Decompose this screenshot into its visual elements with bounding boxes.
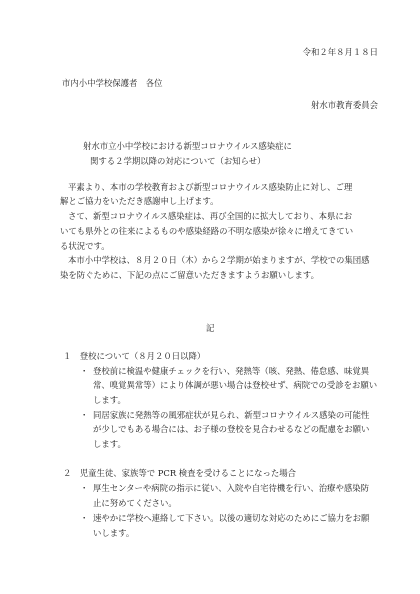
paragraph-2-line-1: さて、新型コロナウイルス感染症は、再び全国的に拡大しており、本県にお bbox=[68, 211, 353, 221]
section-2-item-2-line-1: 速やかに学校へ連絡して下さい。以後の適切な対応のためにご協力をお願 bbox=[93, 513, 370, 523]
paragraph-3-line-1: 本市小中学校は、８月２０日（木）から２学期が始まりますが、学校での集団感 bbox=[68, 255, 370, 265]
section-2-item-2-bullet: ・ bbox=[80, 513, 89, 523]
section-2-item-1-line-2: 止に努めてください。 bbox=[93, 498, 177, 508]
paragraph-1-line-1: 平素より、本市の学校教育および新型コロナウイルス感染防止に対し、ご理 bbox=[68, 182, 353, 192]
section-1-item-2-bullet: ・ bbox=[80, 410, 89, 420]
section-1-heading: １ 登校について（８月２０日以降） bbox=[63, 351, 206, 361]
title-line-1: 射水市立小中学校における新型コロナウイルス感染症に bbox=[83, 141, 292, 151]
paragraph-2-line-2: いても県外との往来によるものや感染経路の不明な感染が徐々に増えてきてい bbox=[60, 226, 354, 236]
paragraph-2-line-3: る状況です。 bbox=[60, 241, 110, 251]
recipient-line: 市内小中学校保護者 各位 bbox=[62, 78, 163, 88]
section-2-item-2-line-2: いします。 bbox=[93, 528, 135, 538]
paragraph-3-line-2: 染を防ぐために、下記の点にご留意いただきますようお願いします。 bbox=[60, 270, 319, 280]
paragraph-1-line-2: 解とご協力をいただき感謝申し上げます。 bbox=[60, 196, 219, 206]
section-1-item-1-line-3: します。 bbox=[93, 395, 126, 405]
section-2-item-1-line-1: 厚生センターや病院の指示に従い、入院や自宅待機を行い、治療や感染防 bbox=[93, 483, 370, 493]
section-1-item-1-line-2: 常、嗅覚異常等）により体調が悪い場合は登校せず、病院での受診をお願い bbox=[93, 380, 378, 390]
ki-heading: 記 bbox=[206, 323, 215, 333]
section-2-heading: ２ 児童生徒、家族等で PCR 検査を受けることになった場合 bbox=[63, 468, 297, 478]
title-line-2: 関する２学期以降の対応について（お知らせ） bbox=[90, 156, 266, 166]
section-2-item-1-bullet: ・ bbox=[80, 483, 89, 493]
sender-line: 射水市教育委員会 bbox=[311, 100, 378, 110]
section-1-item-1-line-1: 登校前に検温や健康チェックを行い、発熱等（咳、発熱、倦怠感、味覚異 bbox=[93, 366, 370, 376]
section-1-item-2-line-2: が少しでもある場合には、お子様の登校を見合わせるなどの配慮をお願い bbox=[93, 424, 370, 434]
section-1-item-2-line-1: 同居家族に発熱等の風邪症状が見られ、新型コロナウイルス感染の可能性 bbox=[93, 410, 370, 420]
section-1-item-1-bullet: ・ bbox=[80, 366, 89, 376]
document-date: 令和２年８月１８日 bbox=[302, 47, 378, 57]
section-1-item-2-line-3: します。 bbox=[93, 439, 126, 449]
